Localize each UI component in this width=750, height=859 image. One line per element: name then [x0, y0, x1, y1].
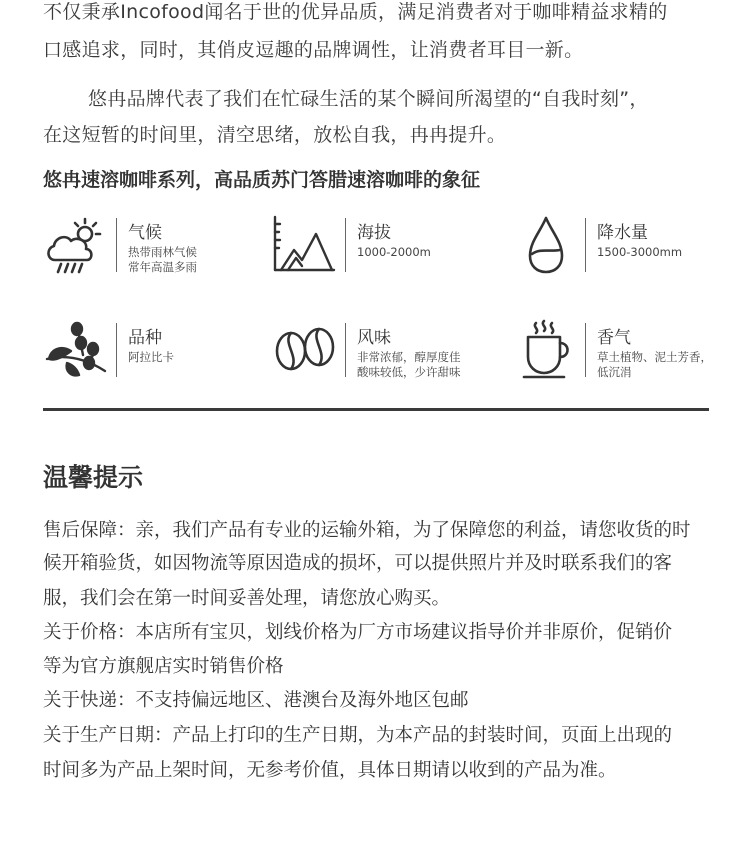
tip-line: 关于价格：本店所有宝贝，划线价格为厂方市场建议指导价并非原价，促销价 [43, 622, 673, 643]
coffee-beans-icon [272, 319, 336, 383]
mountain-icon [272, 214, 336, 278]
feature-title: 海拔 [357, 223, 391, 243]
feature-divider [345, 323, 346, 377]
feature-altitude [272, 214, 472, 294]
feature-precipitation [512, 214, 712, 294]
feature-desc [357, 350, 461, 380]
feature-divider [585, 323, 586, 377]
feature-divider [585, 218, 586, 272]
coffee-plant-icon [43, 319, 107, 383]
feature-desc [128, 350, 174, 365]
feature-desc [597, 350, 712, 380]
tip-line: 时间多为产品上架时间，无参考价值，具体日期请以收到的产品为准。 [43, 760, 617, 781]
feature-title: 品种 [128, 328, 162, 348]
feature-desc-line: 热带雨林气候 [128, 245, 197, 259]
feature-desc-line: 常年高温多雨 [128, 260, 197, 274]
intro-line: 在这短暂的时间里，清空思绪，放松自我，冉冉提升。 [43, 124, 507, 146]
weather-icon [43, 214, 107, 278]
feature-desc [357, 245, 431, 260]
feature-desc-line: 非常浓郁，醇厚度佳 [357, 350, 461, 364]
feature-desc [597, 245, 682, 260]
intro-line: 口感追求，同时，其俏皮逗趣的品牌调性，让消费者耳目一新。 [43, 39, 584, 61]
feature-desc-line: 草土植物、泥土芳香， [597, 350, 712, 364]
feature-desc-line: 阿拉比卡 [128, 350, 174, 364]
intro-line: 悠冉品牌代表了我们在忙碌生活的某个瞬间所渴望的“自我时刻”， [88, 88, 649, 110]
feature-divider [116, 323, 117, 377]
tip-line: 服，我们会在第一时间妥善处理，请您放心购买。 [43, 588, 451, 609]
feature-desc-line: 酸味较低，少许甜味 [357, 365, 461, 379]
intro-line: 不仅秉承Incofood闻名于世的优异品质，满足消费者对于咖啡精益求精的 [43, 1, 668, 23]
feature-title: 香气 [597, 328, 631, 348]
feature-divider [116, 218, 117, 272]
coffee-cup-icon [512, 319, 576, 383]
tip-line: 关于快递：不支持偏远地区、港澳台及海外地区包邮 [43, 690, 469, 711]
water-drop-icon [512, 214, 576, 278]
feature-desc-line: 1500-3000mm [597, 245, 683, 259]
tip-line: 售后保障：亲，我们产品有专业的运输外箱，为了保障您的利益，请您收货的时 [43, 520, 691, 541]
feature-aroma [512, 319, 712, 399]
tips-title: 温馨提示 [43, 463, 144, 492]
feature-desc-line: 1000-2000m [357, 245, 431, 259]
tip-line: 等为官方旗舰店实时销售价格 [43, 656, 284, 677]
feature-divider [345, 218, 346, 272]
feature-variety [43, 319, 243, 399]
feature-title: 风味 [357, 328, 391, 348]
feature-desc-line: 低沉涓 [597, 365, 632, 379]
feature-desc [128, 245, 197, 275]
tip-line: 候开箱验货，如因物流等原因造成的损坏，可以提供照片并及时联系我们的客 [43, 553, 673, 574]
series-subtitle: 悠冉速溶咖啡系列，高品质苏门答腊速溶咖啡的象征 [43, 169, 481, 191]
section-divider [43, 408, 709, 411]
feature-flavor [272, 319, 472, 399]
feature-title: 降水量 [597, 223, 648, 243]
feature-climate [43, 214, 243, 294]
tip-line: 关于生产日期：产品上打印的生产日期，为本产品的封装时间，页面上出现的 [43, 725, 673, 746]
feature-title: 气候 [128, 223, 162, 243]
